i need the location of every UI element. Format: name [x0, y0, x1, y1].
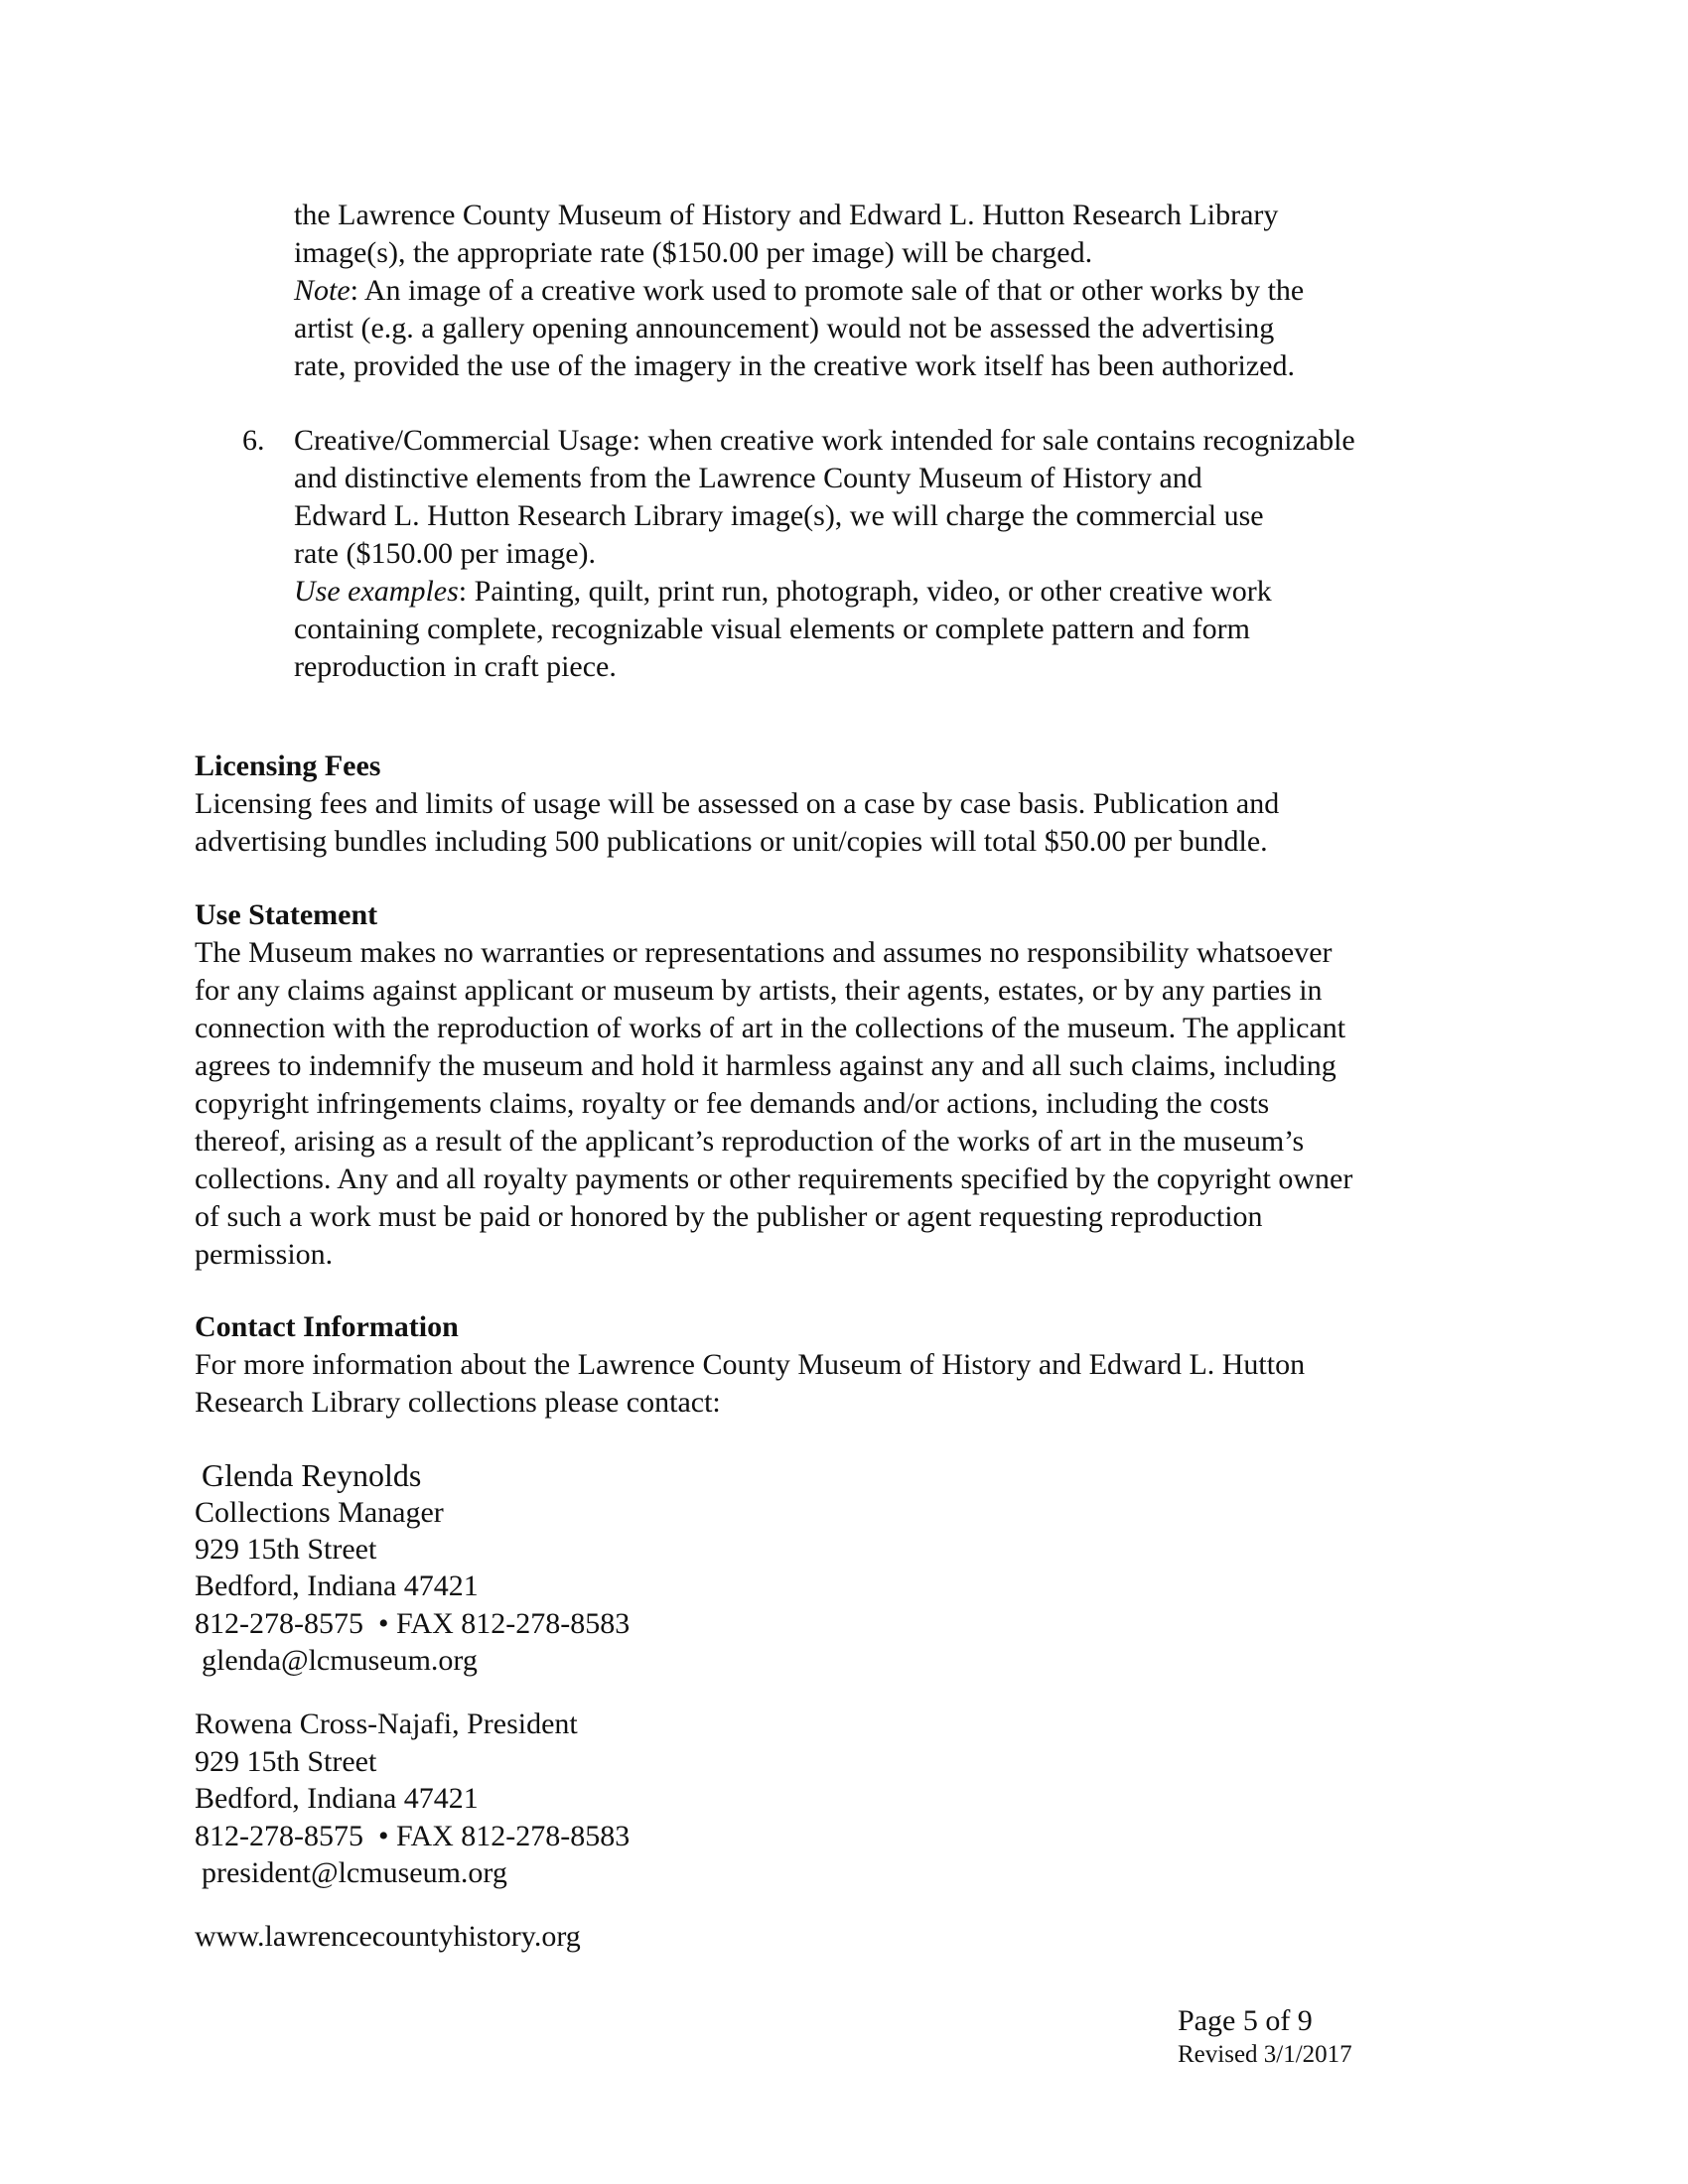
note-label: Note [294, 274, 351, 307]
continued-item-line: image(s), the appropriate rate ($150.00 per image) will be charged. [294, 236, 1093, 269]
contact-phone: 812-278-8575 • FAX 812-278-8583 [195, 1607, 631, 1640]
use-statement-line: for any claims against applicant or museum by artists, their agents, estates, or by any parties in [195, 974, 1323, 1007]
contact-email-link[interactable]: glenda@lcmuseum.org [202, 1644, 478, 1677]
contact-street: 929 15th Street [195, 1533, 377, 1566]
list-item-line: Edward L. Hutton Research Library image(s), we will charge the commercial use [294, 499, 1264, 532]
page-number: Page 5 of 9 [1178, 2004, 1313, 2037]
continued-item-line: the Lawrence County Museum of History and Edward L. Hutton Research Library [294, 199, 1279, 231]
licensing-heading: Licensing Fees [195, 750, 381, 782]
contact-title: Collections Manager [195, 1496, 444, 1529]
note-line: artist (e.g. a gallery opening announcement) would not be assessed the advertising [294, 312, 1275, 344]
website-link[interactable]: www.lawrencecountyhistory.org [195, 1920, 581, 1953]
revised-date: Revised 3/1/2017 [1178, 2041, 1352, 2068]
contact-line: Research Library collections please contact: [195, 1386, 721, 1419]
note-text: : An image of a creative work used to promote sale of that or other works by the [350, 274, 1305, 307]
contact-city: Bedford, Indiana 47421 [195, 1782, 479, 1815]
list-item-line: and distinctive elements from the Lawrence County Museum of History and [294, 462, 1202, 494]
contact-heading: Contact Information [195, 1310, 459, 1343]
use-statement-heading: Use Statement [195, 898, 378, 931]
examples-text: : Painting, quilt, print run, photograph, video, or other creative work [458, 575, 1272, 608]
examples-line [294, 573, 1272, 611]
contact-email-link[interactable]: president@lcmuseum.org [202, 1856, 507, 1889]
note-line [294, 272, 1304, 310]
list-item-line: Creative/Commercial Usage: when creative work intended for sale contains recognizable [294, 424, 1355, 457]
contact-city: Bedford, Indiana 47421 [195, 1570, 479, 1602]
examples-line: reproduction in craft piece. [294, 650, 617, 683]
use-statement-line: agrees to indemnify the museum and hold it harmless against any and all such claims, including [195, 1049, 1336, 1082]
use-statement-line: connection with the reproduction of works of art in the collections of the museum. The applicant [195, 1012, 1346, 1044]
examples-line: containing complete, recognizable visual elements or complete pattern and form [294, 613, 1250, 645]
contact-line: For more information about the Lawrence County Museum of History and Edward L. Hutton [195, 1348, 1306, 1381]
list-item-line: rate ($150.00 per image). [294, 537, 597, 570]
use-statement-line: collections. Any and all royalty payments or other requirements specified by the copyright owner [195, 1162, 1353, 1195]
use-statement-line: thereof, arising as a result of the applicant’s reproduction of the works of art in the museum’s [195, 1125, 1305, 1158]
note-line: rate, provided the use of the imagery in the creative work itself has been authorized. [294, 349, 1295, 382]
licensing-line: Licensing fees and limits of usage will be assessed on a case by case basis. Publication and [195, 787, 1280, 820]
use-statement-line: permission. [195, 1238, 334, 1271]
contact-name: Rowena Cross-Najafi, President [195, 1707, 578, 1740]
contact-name: Glenda Reynolds [202, 1457, 422, 1493]
contact-street: 929 15th Street [195, 1745, 377, 1778]
licensing-line: advertising bundles including 500 publications or unit/copies will total $50.00 per bundle. [195, 825, 1268, 858]
contact-phone: 812-278-8575 • FAX 812-278-8583 [195, 1820, 631, 1852]
use-statement-line: The Museum makes no warranties or representations and assumes no responsibility whatsoever [195, 936, 1333, 969]
use-statement-line: copyright infringements claims, royalty or fee demands and/or actions, including the costs [195, 1087, 1270, 1120]
list-item-number: 6. [242, 424, 265, 457]
use-statement-line: of such a work must be paid or honored by the publisher or agent requesting reproduction [195, 1200, 1263, 1233]
examples-label: Use examples [294, 575, 459, 608]
